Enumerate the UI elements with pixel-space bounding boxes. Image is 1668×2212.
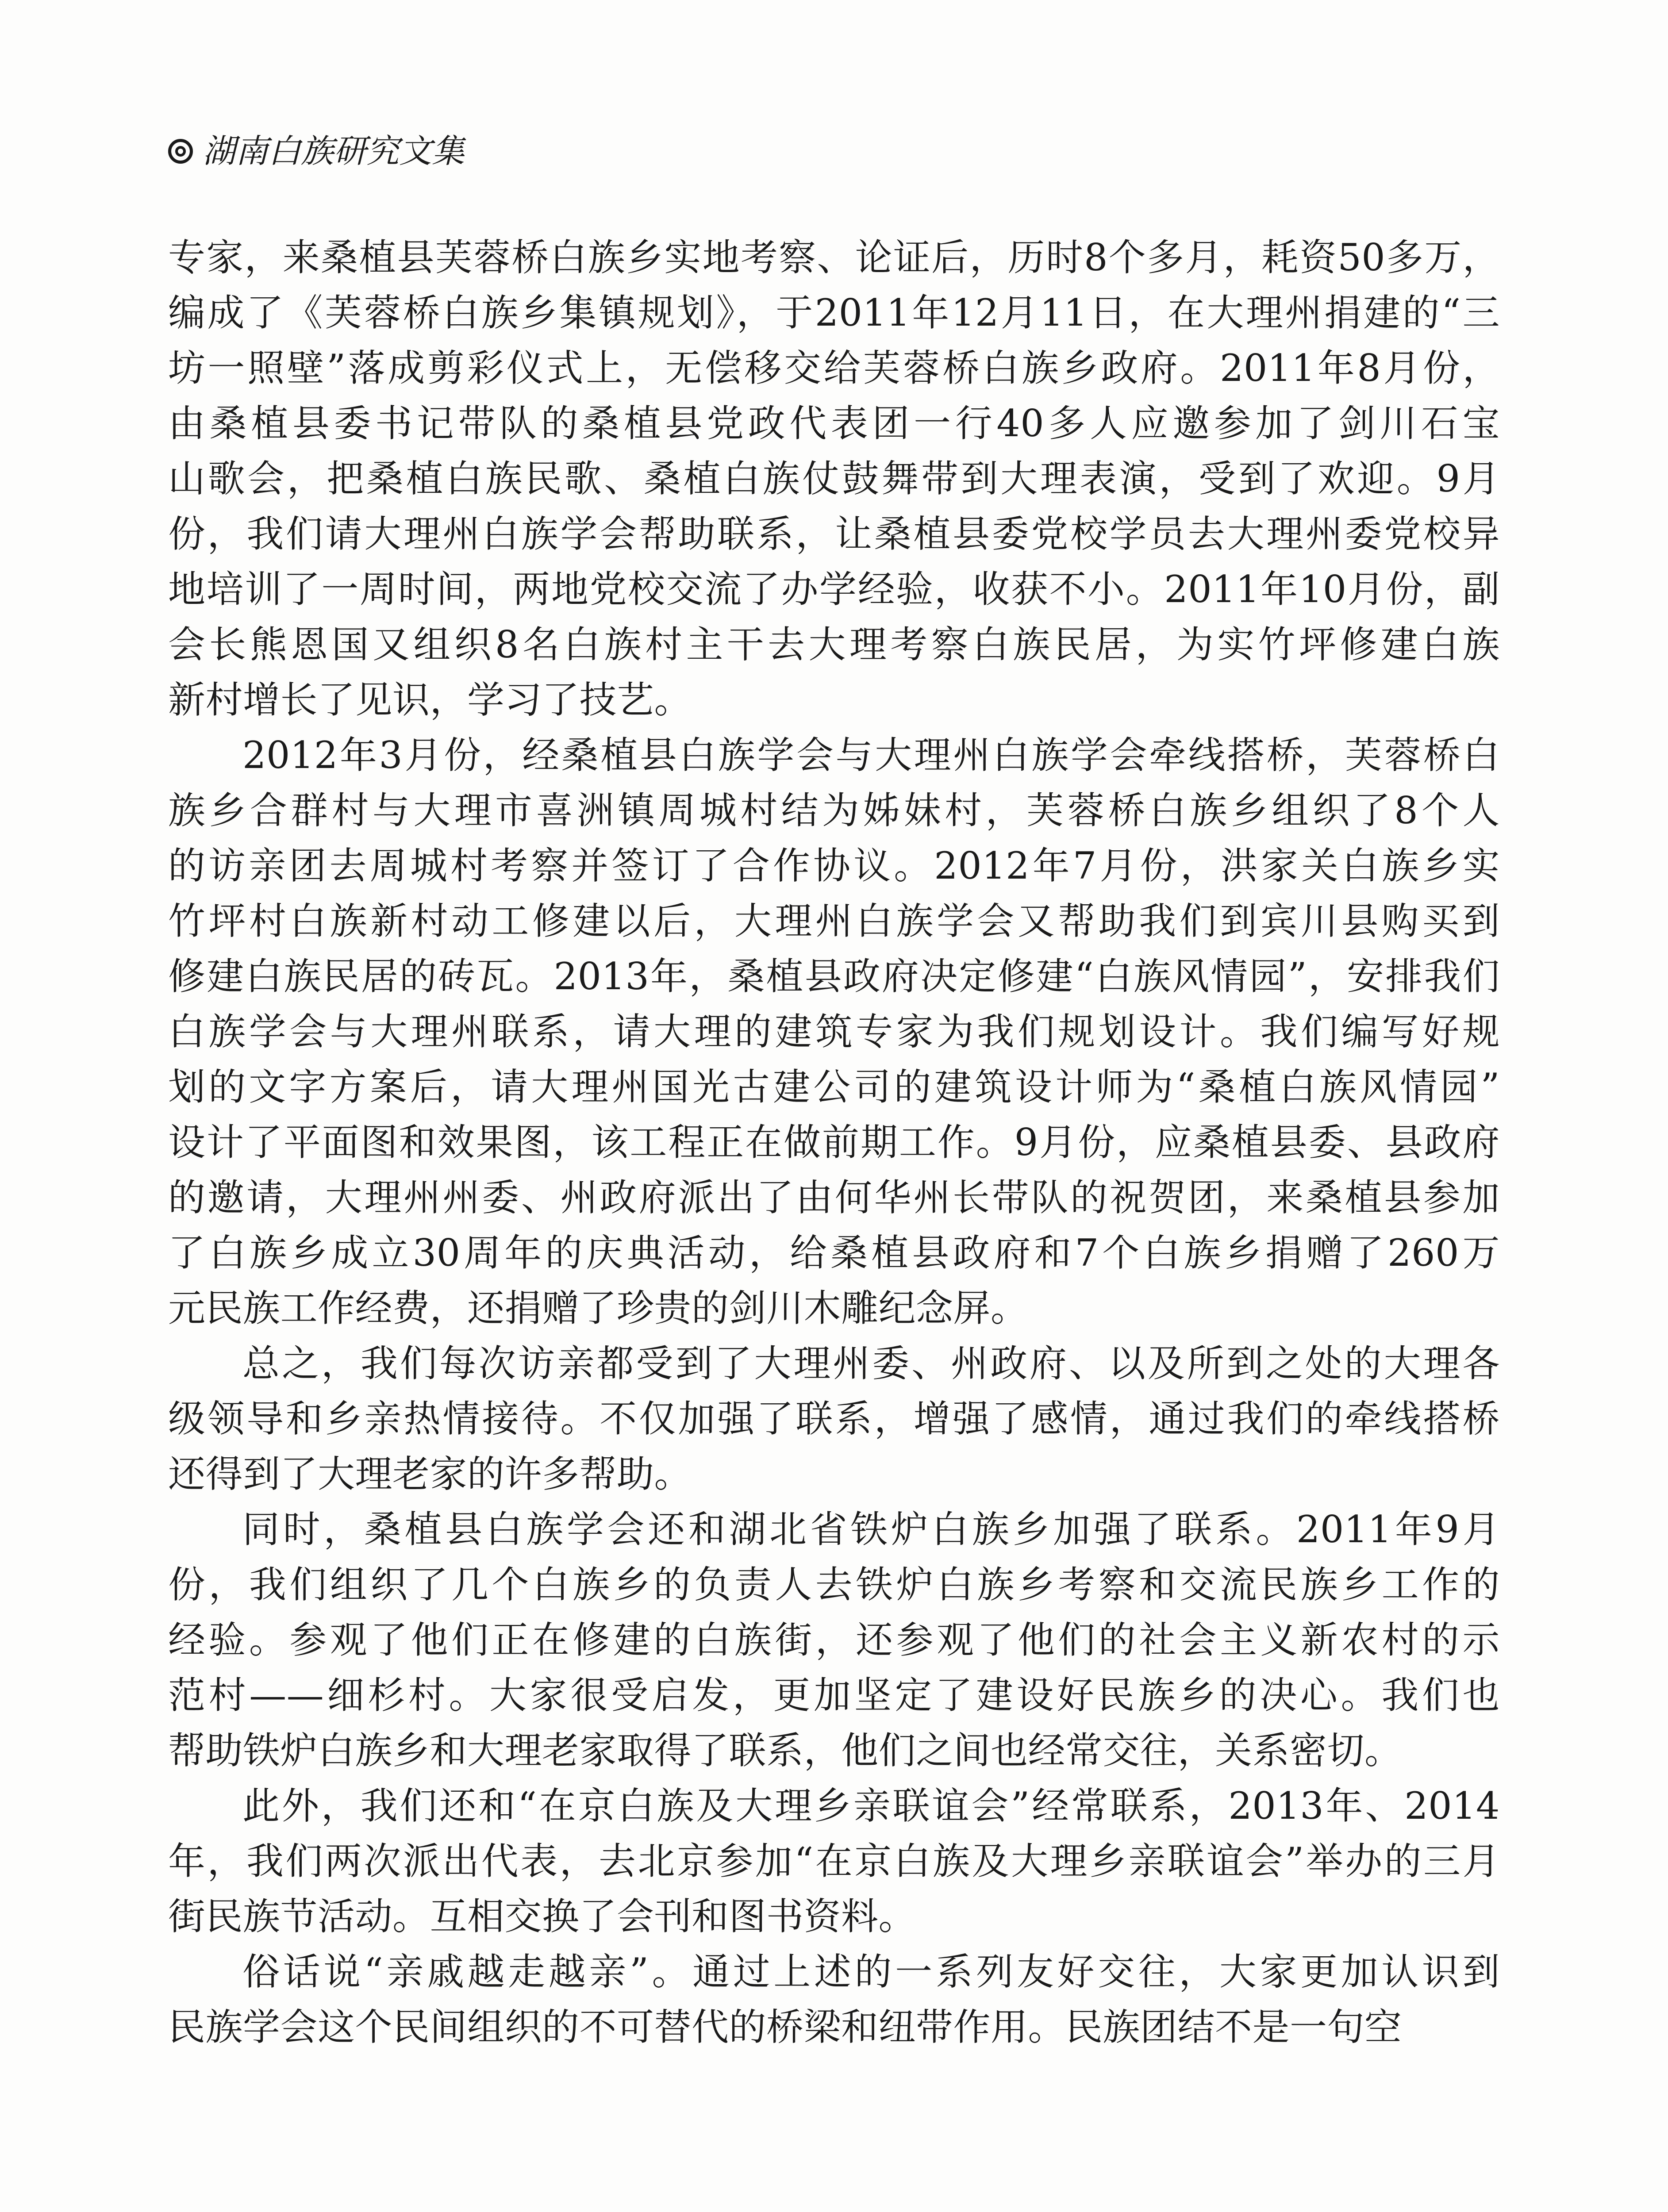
text-line: 修建白族民居的砖瓦。2013年，桑植县政府决定修建“白族风情园”，安排我们	[168, 955, 1500, 998]
running-head	[168, 132, 465, 170]
text-line: 了白族乡成立30周年的庆典活动，给桑植县政府和7个白族乡捐赠了260万	[168, 1231, 1500, 1275]
text-line: 同时，桑植县白族学会还和湖北省铁炉白族乡加强了联系。2011年9月	[242, 1508, 1500, 1551]
text-line: 还得到了大理老家的许多帮助。	[168, 1452, 692, 1496]
text-line: 街民族节活动。互相交换了会刊和图书资料。	[168, 1895, 916, 1938]
text-line: 专家，来桑植县芙蓉桥白族乡实地考察、论证后，历时8个多月，耗资50多万，	[168, 236, 1500, 279]
text-line: 范村——细杉村。大家很受启发，更加坚定了建设好民族乡的决心。我们也	[168, 1674, 1500, 1717]
text-line: 民族学会这个民间组织的不可替代的桥梁和纽带作用。民族团结不是一句空	[168, 2005, 1402, 2049]
paragraph	[168, 728, 1500, 1336]
text-line: 由桑植县委书记带队的桑植县党政代表团一行40多人应邀参加了剑川石宝	[168, 402, 1500, 445]
text-line: 此外，我们还和“在京白族及大理乡亲联谊会”经常联系，2013年、2014	[242, 1784, 1500, 1828]
text-line: 总之，我们每次访亲都受到了大理州委、州政府、以及所到之处的大理各	[242, 1342, 1500, 1385]
text-line: 山歌会，把桑植白族民歌、桑植白族仗鼓舞带到大理表演，受到了欢迎。9月	[168, 457, 1500, 500]
text-line: 设计了平面图和效果图，该工程正在做前期工作。9月份，应桑植县委、县政府	[168, 1121, 1500, 1164]
double-circle-icon	[168, 139, 193, 164]
text-line: 坊一照壁”落成剪彩仪式上，无偿移交给芙蓉桥白族乡政府。2011年8月份，	[168, 346, 1500, 390]
text-line: 的访亲团去周城村考察并签订了合作协议。2012年7月份，洪家关白族乡实	[168, 844, 1500, 887]
text-line: 划的文字方案后，请大理州国光古建公司的建筑设计师为“桑植白族风情园”	[168, 1065, 1500, 1109]
paragraph	[168, 230, 1500, 728]
text-line: 经验。参观了他们正在修建的白族街，还参观了他们的社会主义新农村的示	[168, 1618, 1500, 1662]
text-line: 编成了《芙蓉桥白族乡集镇规划》，于2011年12月11日，在大理州捐建的“三	[168, 291, 1500, 334]
text-line: 地培训了一周时间，两地党校交流了办学经验，收获不小。2011年10月份，副	[168, 568, 1500, 611]
text-line: 新村增长了见识，学习了技艺。	[168, 678, 692, 722]
text-line: 帮助铁炉白族乡和大理老家取得了联系，他们之间也经常交往，关系密切。	[168, 1729, 1402, 1772]
text-line: 的邀请，大理州州委、州政府派出了由何华州长带队的祝贺团，来桑植县参加	[168, 1176, 1500, 1219]
text-line: 份，我们请大理州白族学会帮助联系，让桑植县委党校学员去大理州委党校异	[168, 512, 1500, 556]
running-head-title: 湖南白族研究文集	[203, 132, 465, 170]
text-line: 会长熊恩国又组织8名白族村主干去大理考察白族民居，为实竹坪修建白族	[168, 623, 1500, 666]
paragraph	[168, 1944, 1500, 2055]
text-line: 2012年3月份，经桑植县白族学会与大理州白族学会牵线搭桥，芙蓉桥白	[242, 733, 1500, 777]
text-line: 俗话说“亲戚越走越亲”。通过上述的一系列友好交往，大家更加认识到	[242, 1950, 1500, 1993]
body-text	[168, 230, 1500, 2055]
paragraph	[168, 1336, 1500, 1502]
text-line: 白族学会与大理州联系，请大理的建筑专家为我们规划设计。我们编写好规	[168, 1010, 1500, 1053]
paragraph	[168, 1502, 1500, 1778]
text-line: 竹坪村白族新村动工修建以后，大理州白族学会又帮助我们到宾川县购买到	[168, 899, 1500, 943]
text-line: 级领导和乡亲热情接待。不仅加强了联系，增强了感情，通过我们的牵线搭桥	[168, 1397, 1500, 1440]
text-line: 份，我们组织了几个白族乡的负责人去铁炉白族乡考察和交流民族乡工作的	[168, 1563, 1500, 1606]
text-line: 年，我们两次派出代表，去北京参加“在京白族及大理乡亲联谊会”举办的三月	[168, 1839, 1500, 1883]
text-line: 族乡合群村与大理市喜洲镇周城村结为姊妹村，芙蓉桥白族乡组织了8个人	[168, 789, 1500, 832]
text-line: 元民族工作经费，还捐赠了珍贵的剑川木雕纪念屏。	[168, 1286, 1028, 1330]
paragraph	[168, 1778, 1500, 1944]
